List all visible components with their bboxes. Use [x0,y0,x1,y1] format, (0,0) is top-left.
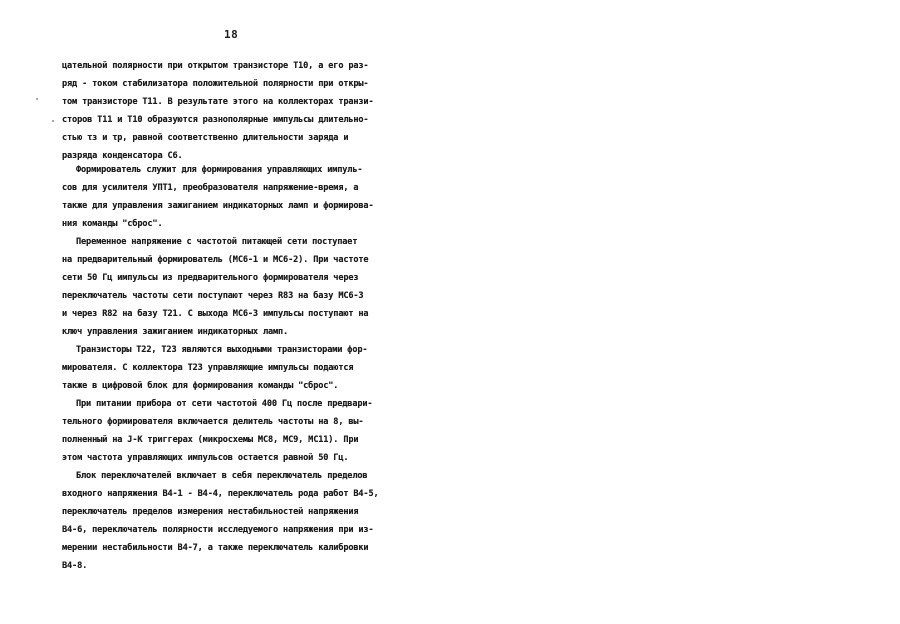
text-line: переключатель пределов измерения нестабильностей напряжения [62,507,359,517]
scan-speck [36,98,38,100]
paragraph-first-line: Формирователь служит для формирования управляющих импуль- [76,165,363,175]
text-line: на предварительный формирователь (МС6-1 и МС6-2). При частоте [62,255,369,265]
text-line: разряда конденсатора С6. [62,151,183,161]
text-line: и через R82 на базу Т21. С выхода МС6-3 импульсы поступают на [62,309,369,319]
paragraph-first-line: При питании прибора от сети частотой 400 Гц после предвари- [76,399,373,409]
text-line: этом частота управляющих импульсов остается равной 50 Гц. [62,453,349,463]
text-line: ния команды "сброс". [62,219,163,229]
text-line: мерении нестабильности В4-7, а также переключатель калибровки [62,543,369,553]
paragraph-first-line: Блок переключателей включает в себя переключатель пределов [76,471,368,481]
text-line: входного напряжения В4-1 - В4-4, переключатель рода работ В4-5, [62,489,379,499]
text-line: ряд - током стабилизатора положительной полярности при откры- [62,79,369,89]
text-line: также для управления зажиганием индикаторных ламп и формирова- [62,201,374,211]
scan-speck [52,120,54,122]
text-line: мирователя. С коллектора Т23 управляющие импульсы подаются [62,363,354,373]
paragraph-first-line: Переменное напряжение с частотой питающей сети поступает [76,237,358,247]
text-line: ключ управления зажиганием индикаторных ламп. [62,327,289,337]
text-line: тельного формирователя включается делитель частоты на 8, вы- [62,417,364,427]
paragraph-first-line: Транзисторы Т22, Т23 являются выходными транзисторами фор- [76,345,368,355]
text-line: В4-8. [62,561,88,571]
text-line: сов для усилителя УПТ1, преобразователя напряжение-время, а [62,183,359,193]
text-line: В4-6, переключатель полярности исследуемого напряжения при из- [62,525,374,535]
page-number: 18 [224,28,239,41]
text-line: цательной полярности при открытом транзисторе Т10, а его раз- [62,61,369,71]
text-line: полненный на J-K триггерах (микросхемы МС8, МС9, МС11). При [62,435,359,445]
text-line: также в цифровой блок для формирования команды "сброс". [62,381,339,391]
text-line: переключатель частоты сети поступают через R83 на базу МС6-3 [62,291,364,301]
text-line: том транзисторе Т11. В результате этого на коллекторах транзи- [62,97,374,107]
text-line: стью τз и τр, равной соответственно длительности заряда и [62,133,349,143]
text-line: сети 50 Гц импульсы из предварительного формирователя через [62,273,359,283]
text-line: сторов Т11 и Т10 образуются разнополярные импульсы длительно- [62,115,369,125]
